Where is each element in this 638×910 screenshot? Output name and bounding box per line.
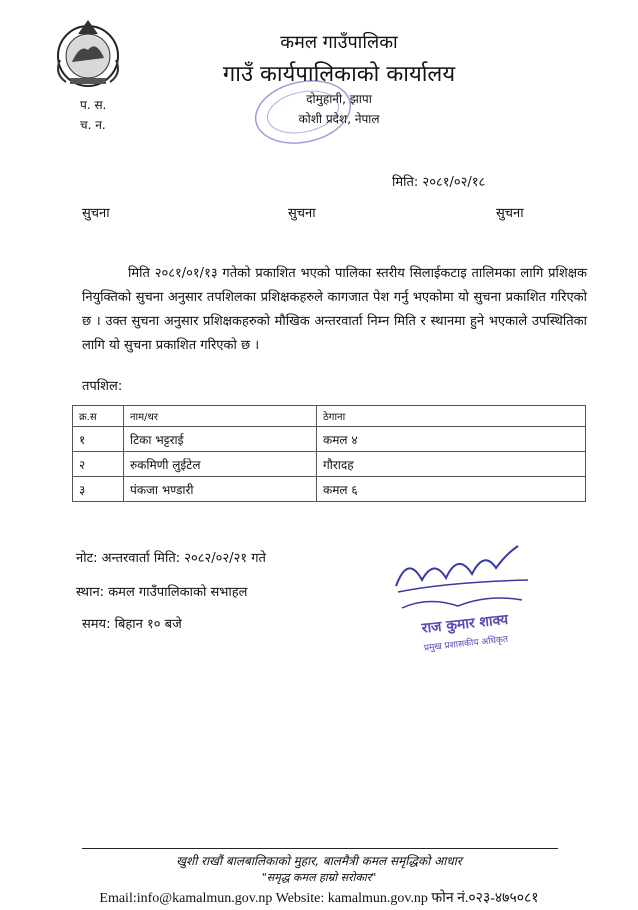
cell-serial: २ <box>73 452 124 477</box>
table-row <box>73 452 586 477</box>
footer-motto: "समृद्ध कमल हाम्रो सरोकार" <box>261 871 377 884</box>
footer-slogan: खुशी राखौं बालबालिकाको मुहार, बालमैत्री कमल समृद्धिको आधार <box>176 854 462 868</box>
notice-date: मिति: २०८१/०२/१८ <box>392 175 486 190</box>
notice-body <box>82 262 587 358</box>
details-label: तपशिल: <box>82 379 123 394</box>
cell-name: पंकजा भण्डारी <box>124 477 317 502</box>
org-name: कमल गाउँपालिका <box>280 32 398 53</box>
cell-serial: १ <box>73 427 124 452</box>
notice-heading-left: सुचना <box>82 206 110 221</box>
cell-name: टिका भट्टराई <box>124 427 317 452</box>
venue-note: स्थान: कमल गाउँपालिकाको सभाहल <box>76 585 248 600</box>
office-address: दोमुहानी, झापा <box>306 92 372 106</box>
office-stamp-icon <box>248 72 358 152</box>
table-row <box>73 477 586 502</box>
cell-name: रुकमिणी लुईटेल <box>124 452 317 477</box>
trainer-table <box>72 405 586 502</box>
interview-date-note: नोट: अन्तरवार्ता मिति: २०८२/०२/२१ गते <box>76 551 266 566</box>
cell-address: कमल ४ <box>317 427 586 452</box>
signatory-designation: प्रमुख प्रशासकीय अधिकृत <box>423 634 509 654</box>
header-name: नाम/थर <box>124 406 317 427</box>
header-serial: क्र.स <box>73 406 124 427</box>
cell-address: गौरादह <box>317 452 586 477</box>
office-title: गाउँ कार्यपालिकाको कार्यालय <box>222 62 456 87</box>
header-address: ठेगाना <box>317 406 586 427</box>
signature-block <box>388 534 538 654</box>
notice-body-text: मिति २०८१/०१/१३ गतेको प्रकाशित भएको पालिका स्तरीय सिलाईकटाइ तालिमका लागि प्रशिक्षक नियुक्तिको सुचना अनुसार तपशिलका प्रशिक्षकहरुले कागजात पेश गर्नु भएकोमा यो सुचना प्रकाशित गरिएको छ । उक्त सुचना अनुसार प्रशिक्षकहरुको मौखिक अन्तरवार्ता निम्न मिति र स्थानमा हुने भएकाले उपस्थितिका लागि यो सुचना प्रकाशित गरिएको छ । <box>82 266 587 353</box>
province-country: कोशी प्रदेश, नेपाल <box>298 112 380 126</box>
footer-divider <box>82 848 558 849</box>
table-header-row <box>73 406 586 427</box>
dispatch-number-label: च. न. <box>80 118 106 132</box>
footer-contact: Email:info@kamalmun.gov.np Website: kamalmun.gov.np फोन नं.०२३-४७५०८१ <box>99 891 539 906</box>
cell-serial: ३ <box>73 477 124 502</box>
time-note: समय: बिहान १० बजे <box>82 617 182 632</box>
signatory-name: राज कुमार शाक्य <box>420 611 509 637</box>
notice-heading-right: सुचना <box>496 206 524 221</box>
signature-scribble <box>396 546 518 586</box>
cell-address: कमल ६ <box>317 477 586 502</box>
letter-number-label: प. स. <box>80 98 107 112</box>
table-row <box>73 427 586 452</box>
notice-heading-center: सुचना <box>288 206 316 221</box>
